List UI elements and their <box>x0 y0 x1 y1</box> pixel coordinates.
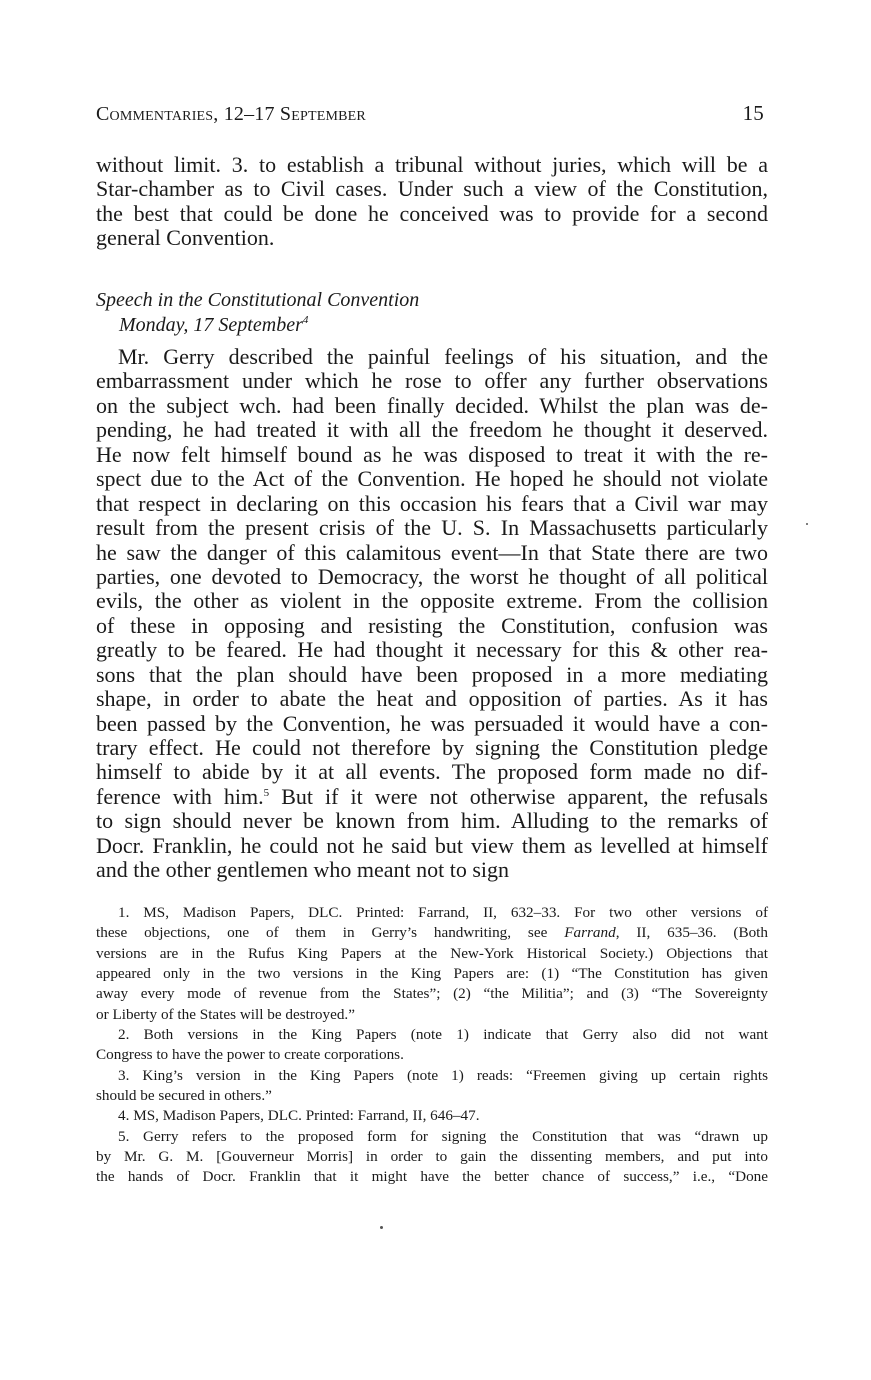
footnote-line: the hands of Docr. Franklin that it might have the better chance of success,” i.e., “Done <box>96 1168 768 1186</box>
scan-speck <box>380 1226 383 1229</box>
section-date <box>96 313 768 338</box>
footnote-line: away every mode of revenue from the States”; (2) “the Militia”; and (3) “The Sovereignty <box>96 985 768 1003</box>
paragraph-line: He now felt himself bound as he was disposed to treat it with the re- <box>96 441 768 467</box>
paragraph-line: greatly to be feared. He had thought it necessary for this & other rea- <box>96 637 768 663</box>
section-title: Speech in the Constitutional Convention <box>96 289 420 311</box>
running-title: Commentaries, 12–17 September <box>96 103 366 125</box>
paragraph-line: the best that could be done he conceived was to provide for a second <box>96 200 768 226</box>
footnote-line: appeared only in the two versions in the King Papers are: (1) “The Constitution has given <box>96 965 768 983</box>
line-text: But if it were not otherwise apparent, the refusals <box>269 783 768 809</box>
footnote-line: 1. MS, Madison Papers, DLC. Printed: Farrand, II, 632–33. For two other versions of <box>118 904 768 921</box>
footnote-line: 5. Gerry refers to the proposed form for signing the Constitution that was “drawn up <box>118 1127 768 1145</box>
footnote-line: versions are in the Rufus King Papers at the New-York Historical Society.) Objections that <box>96 944 768 962</box>
paragraph-line: been passed by the Convention, he was persuaded it would have a con- <box>96 710 768 736</box>
paragraph-line: embarrassment under which he rose to offer any further observations <box>96 368 768 394</box>
footnote-line: 3. King’s version in the King Papers (note 1) reads: “Freemen giving up certain rights <box>118 1066 768 1084</box>
paragraph-line: shape, in order to abate the heat and opposition of parties. As it has <box>96 686 768 712</box>
paragraph-line: that respect in declaring on this occasion his fears that a Civil war may <box>96 490 768 516</box>
footnote-line: or Liberty of the States will be destroyed.” <box>96 1005 355 1023</box>
line-text: ference with him. <box>96 783 264 809</box>
document-page <box>96 0 768 1380</box>
paragraph-line: result from the present crisis of the U. S. In Massachusetts particularly <box>96 515 768 541</box>
line-text: these objections, one of them in Gerry’s handwriting, see <box>96 924 565 942</box>
italic-citation: Farrand <box>564 924 616 942</box>
section-date-text: Monday, 17 September <box>119 314 303 336</box>
paragraph-line: he saw the danger of this calamitous event—In that State there are two <box>96 539 768 565</box>
section-heading <box>96 288 768 338</box>
paragraph-line: trary effect. He could not therefore by signing the Constitution pledge <box>96 735 768 760</box>
footnote-line <box>96 923 768 943</box>
running-head <box>96 103 768 129</box>
footnote-line: by Mr. G. M. [Gouverneur Morris] in order to gain the dissenting members, and put into <box>96 1148 768 1166</box>
paragraph-line <box>96 785 768 809</box>
paragraph-line: of these in opposing and resisting the Constitution, confusion was <box>96 612 768 638</box>
paragraph-line: sons that the plan should have been proposed in a more mediating <box>96 661 768 687</box>
paragraph-line: evils, the other as violent in the opposite extreme. From the collision <box>96 588 768 614</box>
scan-speck <box>806 523 808 525</box>
footnotes <box>96 903 768 1188</box>
footnote-line: 4. MS, Madison Papers, DLC. Printed: Farrand, II, 646–47. <box>118 1107 480 1125</box>
paragraph-line: to sign should never be known from him. Alluding to the remarks of <box>96 808 768 834</box>
paragraph-line: Mr. Gerry described the painful feelings of his situation, and the <box>118 344 768 369</box>
footnote-line: should be secured in others.” <box>96 1087 272 1105</box>
paragraph-line: and the other gentlemen who meant not to sign <box>96 857 510 883</box>
paragraph-line: without limit. 3. to establish a tribunal without juries, which will be a <box>96 152 768 177</box>
footnote-line: Congress to have the power to create corporations. <box>96 1046 404 1064</box>
paragraph-line: general Convention. <box>96 225 275 251</box>
paragraph-line: on the subject wch. had been finally decided. Whilst the plan was de- <box>96 392 768 418</box>
continued-paragraph <box>96 153 768 251</box>
paragraph-line: parties, one devoted to Democracy, the worst he thought of all political <box>96 563 768 589</box>
footnote-line: 2. Both versions in the King Papers (note 1) indicate that Gerry also did not want <box>118 1026 768 1044</box>
speech-paragraph <box>96 345 768 883</box>
paragraph-line: Star-chamber as to Civil cases. Under such a view of the Constitution, <box>96 176 768 202</box>
paragraph-line: Docr. Franklin, he could not he said but view them as levelled at himself <box>96 832 768 858</box>
paragraph-line: himself to abide by it at all events. The proposed form made no dif- <box>96 759 768 785</box>
footnote-ref: 5 <box>263 786 270 799</box>
paragraph-line: pending, he had treated it with all the freedom he thought it deserved. <box>96 417 768 443</box>
paragraph-line: spect due to the Act of the Convention. He hoped he should not violate <box>96 466 768 492</box>
page-number: 15 <box>742 101 764 125</box>
line-text: , II, 635–36. (Both <box>615 924 768 942</box>
footnote-ref: 4 <box>302 314 309 326</box>
